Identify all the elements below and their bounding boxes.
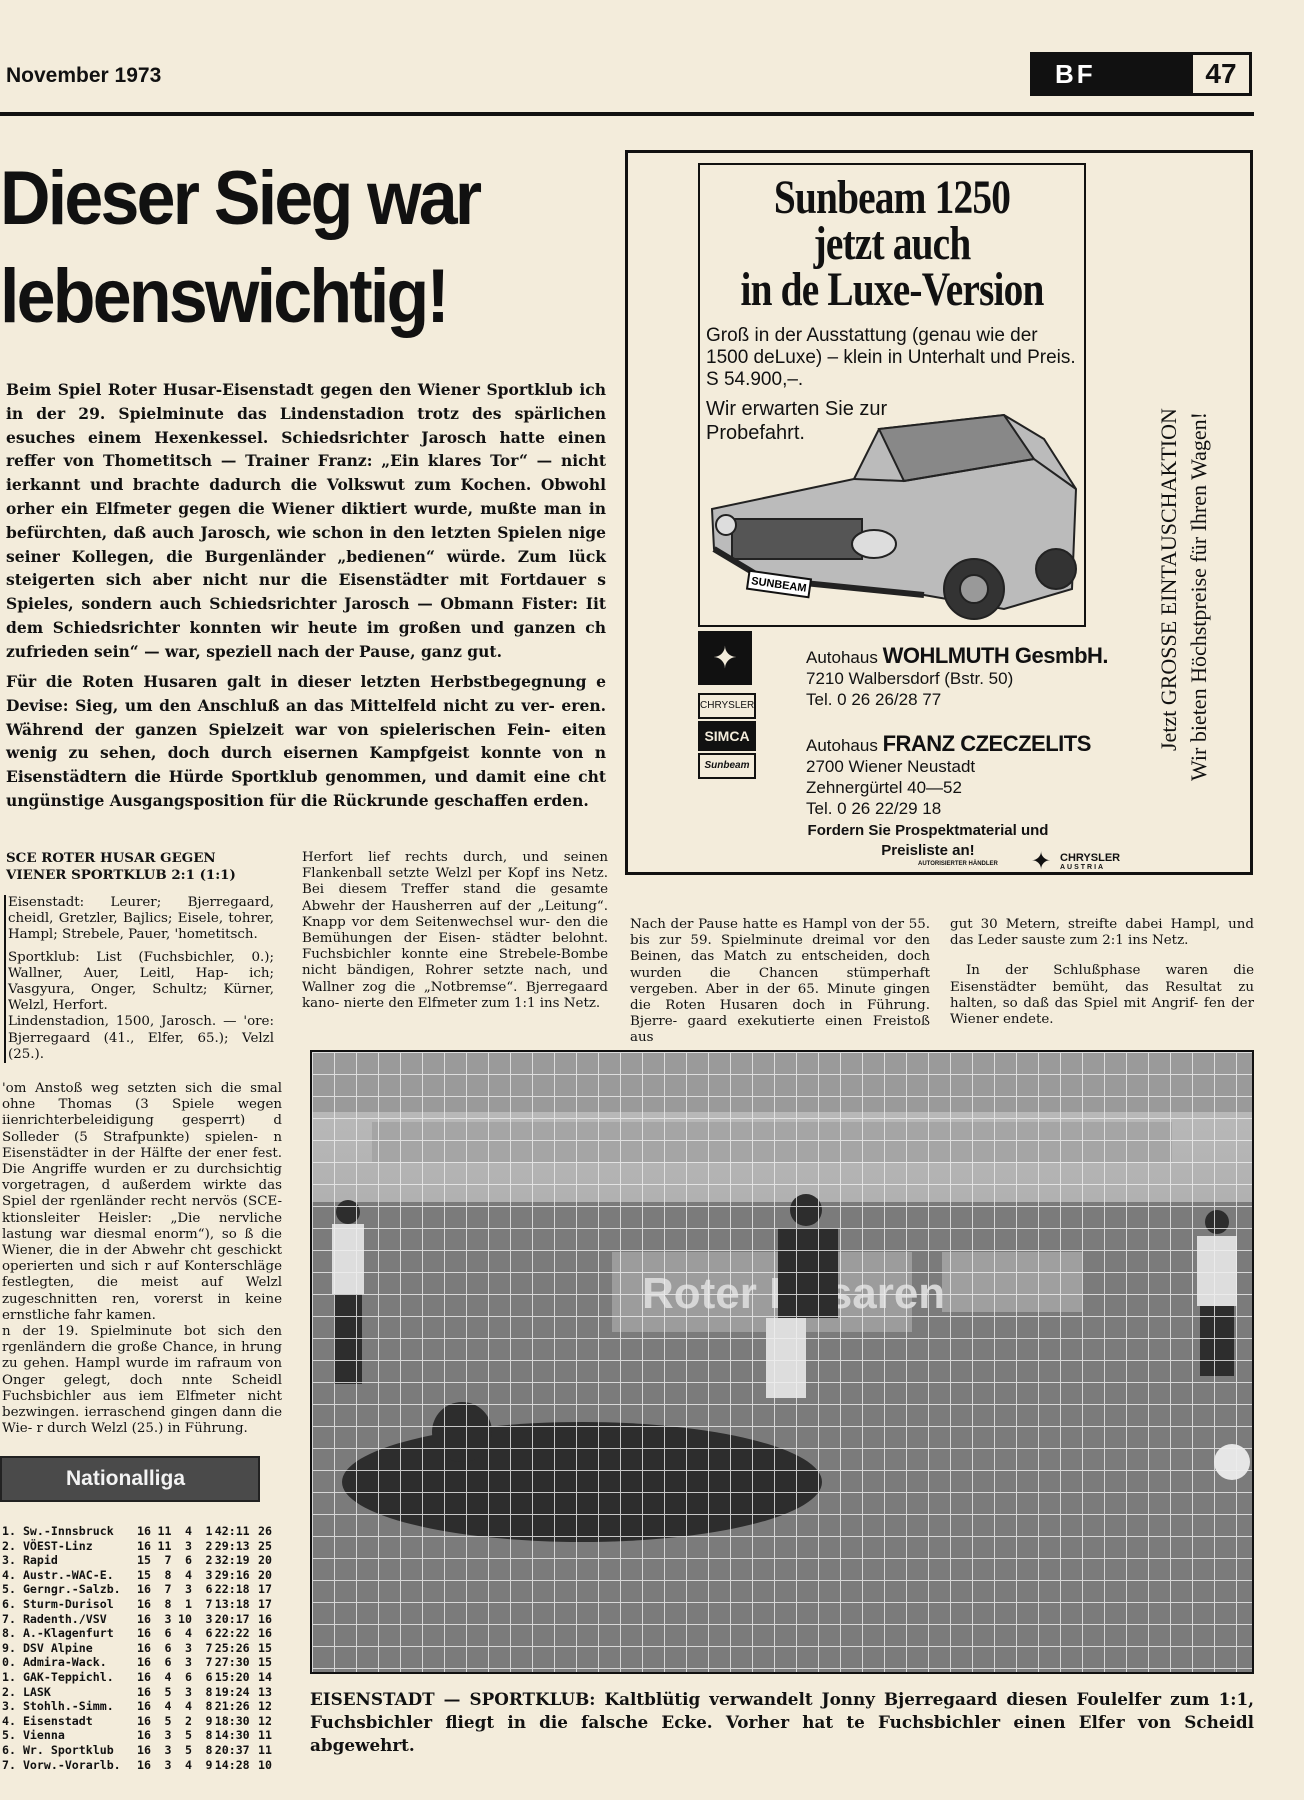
table-row bbox=[2, 1685, 272, 1700]
vertical-text-2: Wir bieten Höchstpreise für Ihren Wagen! bbox=[1186, 412, 1211, 781]
table-cell-goals: 13:18 bbox=[214, 1596, 250, 1611]
table-cell-d: 5 bbox=[184, 1728, 192, 1743]
table-row bbox=[2, 1626, 272, 1641]
table-cell-d: 3 bbox=[184, 1640, 192, 1655]
table-cell-goals: 22:18 bbox=[214, 1582, 250, 1597]
table-cell-played: 16 bbox=[137, 1699, 151, 1714]
table-cell-l: 2 bbox=[205, 1538, 213, 1553]
column-2-text: Herfort lief rechts durch, und seinen Flankenball setzte Welzl per Kopf ins Netz. Bei diesem Treffer stand die gesamte Abwehr der Hausherren auf der „Leitung“. Knapp vor dem Seitenwechsel wur- den die Bemühungen der Eisen- städter belohnt. Fuchsbichler konnte eine Strebele-Bombe nicht bändigen, Rohrer setzte nach, und Wallner zog die „Notbremse“. Bjerregaard kano- nierte den Elfmeter zum 1:1 ins Netz. bbox=[302, 850, 608, 1011]
table-cell-w: 11 bbox=[157, 1524, 172, 1538]
ad-vertical-text bbox=[1138, 173, 1248, 793]
match-photo bbox=[310, 1050, 1254, 1674]
table-cell-played: 16 bbox=[137, 1626, 151, 1641]
table-cell-pts: 17 bbox=[258, 1596, 272, 1611]
dealer-1-phone: Tel. 0 26 26/28 77 bbox=[806, 690, 942, 709]
ad-title bbox=[735, 171, 1050, 316]
table-cell-team: 3. Rapid bbox=[2, 1553, 58, 1568]
table-cell-l: 8 bbox=[205, 1684, 213, 1699]
table-cell-team: 5. Gerngr.-Salzb. bbox=[2, 1582, 121, 1597]
publication-name: BF bbox=[1033, 55, 1193, 93]
table-cell-w: 3 bbox=[164, 1728, 172, 1743]
table-cell-goals: 18:30 bbox=[214, 1713, 250, 1728]
table-cell-goals: 20:37 bbox=[214, 1742, 250, 1757]
table-cell-pts: 16 bbox=[258, 1626, 272, 1641]
table-cell-w: 4 bbox=[164, 1699, 172, 1714]
table-cell-team: 2. VÖEST-Linz bbox=[2, 1538, 93, 1553]
table-cell-d: 4 bbox=[184, 1567, 192, 1582]
table-cell-team: 6. Wr. Sportklub bbox=[2, 1742, 114, 1757]
table-row bbox=[2, 1670, 272, 1685]
table-cell-d: 1 bbox=[184, 1596, 192, 1611]
photo-caption: EISENSTADT — SPORTKLUB: Kaltblütig verwandelt Jonny Bjerregaard diesen Foulelfer zum 1:1, Fuchsbichler fliegt in die falsche Ecke. Vorher hat te Fuchsbichler einen Elfer von Scheidl abgewehrt. bbox=[310, 1689, 1254, 1755]
article-column-2 bbox=[302, 850, 608, 1012]
dealer-1 bbox=[806, 645, 1108, 710]
table-cell-l: 3 bbox=[205, 1567, 213, 1582]
table-cell-goals: 14:28 bbox=[214, 1757, 250, 1772]
table-cell-l: 9 bbox=[205, 1757, 213, 1772]
table-cell-d: 2 bbox=[184, 1713, 192, 1728]
table-cell-played: 15 bbox=[137, 1567, 151, 1582]
table-cell-played: 16 bbox=[137, 1640, 151, 1655]
ad-cta: Wir erwarten Sie zur Probefahrt. bbox=[706, 398, 888, 444]
match-title: SCE ROTER HUSAR GEGEN VIENER SPORTKLUB 2:1 (1:1) bbox=[6, 850, 236, 883]
table-cell-team: 5. Vienna bbox=[2, 1728, 65, 1743]
table-cell-goals: 22:22 bbox=[214, 1626, 250, 1641]
table-cell-pts: 25 bbox=[258, 1538, 272, 1553]
table-cell-l: 1 bbox=[205, 1524, 213, 1538]
article-paragraph-2 bbox=[6, 670, 606, 813]
table-cell-goals: 29:16 bbox=[214, 1567, 250, 1582]
table-cell-played: 16 bbox=[137, 1655, 151, 1670]
table-cell-d: 5 bbox=[184, 1742, 192, 1757]
table-cell-w: 7 bbox=[164, 1553, 172, 1568]
table-cell-team: 2. LASK bbox=[2, 1684, 51, 1699]
table-cell-l: 8 bbox=[205, 1728, 213, 1743]
authorized-dealer: AUTORISIERTER HÄNDLER bbox=[918, 861, 998, 867]
table-cell-played: 16 bbox=[137, 1713, 151, 1728]
table-cell-d: 3 bbox=[184, 1582, 192, 1597]
ad-title-line-2: jetzt auch bbox=[813, 217, 971, 270]
table-cell-w: 8 bbox=[164, 1596, 172, 1611]
table-cell-l: 9 bbox=[205, 1713, 213, 1728]
table-cell-goals: 14:30 bbox=[214, 1728, 250, 1743]
dealer-2-prefix: Autohaus bbox=[806, 736, 878, 755]
table-cell-l: 6 bbox=[205, 1582, 213, 1597]
page-number: 47 bbox=[1205, 58, 1237, 89]
table-cell-pts: 20 bbox=[258, 1567, 272, 1582]
table-row bbox=[2, 1582, 272, 1597]
headline bbox=[0, 150, 561, 346]
column-3-text: Nach der Pause hatte es Hampl von der 55. bis zur 59. Spielminute dreimal vor den Beinen, das Match zu entscheiden, doch wurden die Chancen stümperhaft vergeben. Aber in der 65. Minute gingen die Roten Husaren doch in Führung. Bjerre- gaard exekutierte einen Freistoß aus bbox=[630, 917, 930, 1046]
brand-name: CHRYSLER bbox=[1060, 852, 1121, 864]
table-cell-pts: 15 bbox=[258, 1655, 272, 1670]
table-row bbox=[2, 1655, 272, 1670]
table-row bbox=[2, 1612, 272, 1627]
ad-frame bbox=[698, 163, 1086, 627]
table-row bbox=[2, 1699, 272, 1714]
table-cell-team: 4. Eisenstadt bbox=[2, 1713, 93, 1728]
ad-title-line-1: Sunbeam 1250 bbox=[773, 171, 1011, 224]
table-cell-team: 3. Stohlh.-Simm. bbox=[2, 1699, 114, 1714]
table-cell-pts: 16 bbox=[258, 1611, 272, 1626]
column-1-paragraph-2: n der 19. Spielminute bot sich den rgenländern die große Chance, in hrung zu gehen. Hampl wurde im rafraum von Onger gelegt, doch nnte Scheidl Fuchsbichler aus iem Elfmeter nicht bezwingen. ierraschend gingen dann die Wie- r durch Welzl (25.) in Führung. bbox=[2, 1324, 282, 1437]
table-cell-w: 8 bbox=[164, 1567, 172, 1582]
table-cell-pts: 11 bbox=[258, 1742, 272, 1757]
lineup-sportklub: Sportklub: List (Fuchsbichler, 0.); Wallner, Auer, Leitl, Hap- ich; Vasgyura, Onger, Schultz; Kürner, Welzl, Herfort. bbox=[8, 949, 274, 1014]
table-cell-team: 6. Sturm-Durisol bbox=[2, 1596, 114, 1611]
chrysler-star-icon: ✦ bbox=[698, 631, 752, 685]
dealer-1-prefix: Autohaus bbox=[806, 648, 878, 667]
dealer-1-address: 7210 Walbersdorf (Bstr. 50) bbox=[806, 669, 1014, 688]
article-column-1-lower bbox=[2, 1081, 282, 1437]
table-cell-pts: 11 bbox=[258, 1728, 272, 1743]
table-row bbox=[2, 1743, 272, 1758]
table-cell-w: 6 bbox=[164, 1655, 172, 1670]
table-cell-d: 3 bbox=[184, 1538, 192, 1553]
license-plate: SUNBEAM bbox=[750, 575, 808, 595]
table-cell-pts: 26 bbox=[258, 1524, 272, 1538]
table-row bbox=[2, 1524, 272, 1539]
table-row bbox=[2, 1714, 272, 1729]
ad-title-line-3: in de Luxe-Version bbox=[740, 263, 1044, 316]
table-cell-pts: 12 bbox=[258, 1699, 272, 1714]
table-cell-l: 7 bbox=[205, 1596, 213, 1611]
table-cell-team: 9. DSV Alpine bbox=[2, 1640, 93, 1655]
table-cell-goals: 19:24 bbox=[214, 1684, 250, 1699]
table-cell-goals: 25:26 bbox=[214, 1640, 250, 1655]
table-cell-team: 1. GAK-Teppichl. bbox=[2, 1669, 114, 1684]
table-cell-l: 2 bbox=[205, 1553, 213, 1568]
table-cell-d: 6 bbox=[184, 1669, 192, 1684]
table-cell-team: 7. Vorw.-Vorarlb. bbox=[2, 1757, 121, 1772]
table-cell-d: 3 bbox=[184, 1684, 192, 1699]
table-cell-w: 3 bbox=[164, 1742, 172, 1757]
table-cell-d: 6 bbox=[184, 1553, 192, 1568]
table-cell-d: 4 bbox=[184, 1757, 192, 1772]
article-column-3 bbox=[630, 917, 930, 1047]
table-cell-played: 16 bbox=[137, 1757, 151, 1772]
ad-footer-line-2: Preisliste an! bbox=[881, 842, 975, 859]
dealer-2-address-1: 2700 Wiener Neustadt bbox=[806, 757, 976, 776]
table-cell-played: 16 bbox=[137, 1524, 151, 1538]
table-cell-l: 8 bbox=[205, 1742, 213, 1757]
photo-illustration bbox=[312, 1052, 1254, 1674]
vertical-text-1: Jetzt GROSSE EINTAUSCHAKTION bbox=[1156, 408, 1181, 751]
table-cell-w: 5 bbox=[164, 1713, 172, 1728]
sunbeam-logo: Sunbeam bbox=[698, 753, 756, 779]
table-cell-played: 16 bbox=[137, 1582, 151, 1597]
table-cell-l: 7 bbox=[205, 1655, 213, 1670]
dealer-2 bbox=[806, 733, 1091, 819]
table-cell-pts: 14 bbox=[258, 1669, 272, 1684]
table-cell-l: 6 bbox=[205, 1626, 213, 1641]
table-cell-w: 7 bbox=[164, 1582, 172, 1597]
table-row bbox=[2, 1641, 272, 1656]
table-cell-team: 4. Austr.-WAC-E. bbox=[2, 1567, 114, 1582]
table-row bbox=[2, 1539, 272, 1554]
table-cell-w: 3 bbox=[164, 1611, 172, 1626]
article-column-4 bbox=[950, 917, 1254, 1028]
table-cell-w: 4 bbox=[164, 1669, 172, 1684]
table-cell-w: 6 bbox=[164, 1626, 172, 1641]
table-cell-goals: 15:20 bbox=[214, 1669, 250, 1684]
column-1-paragraph-1: 'om Anstoß weg setzten sich die smal ohne Thomas (3 Spiele wegen iienrichterbeleidigung gesperrt) d Solleder (5 Strafpunkte) spielen- n Eisenstädter in der Hälfte der ener fest. Die Angriffe wurden er zu durchsichtig vorgetragen, d außerdem wirkte das Spiel der rgenländer recht nervös (SCE- ktionsleiter Heisler: „Die nervliche lastung war diesmal enorm“), so ß die Wiener, die in der Abwehr cht geschickt operierten und sich r auf Konterschläge festlegten, die meist auf Welzl zugeschnitten ren, vorerst in keine ernstliche fahr kamen. bbox=[2, 1081, 282, 1323]
table-cell-pts: 10 bbox=[258, 1757, 272, 1772]
chrysler-austria-brand bbox=[1060, 853, 1120, 873]
table-title: Nationalliga bbox=[0, 1456, 260, 1502]
sunbeam-advertisement bbox=[625, 150, 1253, 875]
table-cell-pts: 20 bbox=[258, 1553, 272, 1568]
league-table bbox=[2, 1524, 272, 1772]
table-cell-d: 3 bbox=[184, 1655, 192, 1670]
ad-footer-line-1: Fordern Sie Prospektmaterial und bbox=[807, 822, 1049, 839]
table-cell-played: 16 bbox=[137, 1611, 151, 1626]
table-cell-goals: 21:26 bbox=[214, 1699, 250, 1714]
table-cell-played: 16 bbox=[137, 1684, 151, 1699]
table-cell-played: 15 bbox=[137, 1553, 151, 1568]
table-cell-pts: 17 bbox=[258, 1582, 272, 1597]
brand-sub: AUSTRIA bbox=[1060, 864, 1106, 871]
chrysler-logo: CHRYSLER bbox=[698, 693, 756, 719]
table-cell-d: 4 bbox=[184, 1524, 192, 1538]
table-cell-played: 16 bbox=[137, 1538, 151, 1553]
dealer-2-address-2: Zehnergürtel 40—52 bbox=[806, 778, 962, 797]
table-cell-l: 7 bbox=[205, 1640, 213, 1655]
table-row bbox=[2, 1728, 272, 1743]
chrysler-austria-icon: ✦ bbox=[1031, 847, 1052, 875]
table-cell-played: 16 bbox=[137, 1669, 151, 1684]
lineup-box bbox=[4, 895, 274, 1063]
lead-paragraph: Beim Spiel Roter Husar-Eisenstadt gegen den Wiener Sportklub ich in der 29. Spielminute das Lindenstadion trotz des spärlichen esuches einem Hexenkessel. Schiedsrichter Jarosch hatte einen reffer von Thometitsch — Trainer Franz: „Ein klares Tor“ — nicht ierkannt und brachte dadurch die Volkswut zum Kochen. Obwohl orher ein Elfmeter gegen die Wiener diktiert wurde, mußte man in befürchten, daß auch Jarosch, wie schon in den letzten Spielen nige seiner Kollegen, die Burgenländer „bedienen“ würde. Zum lück steigerten sich aber nicht nur die Eisenstädter mit Fortdauer s Spieles, sondern auch Schiedsrichter Jarosch — Obmann Fister: Iit dem Schiedsrichter konnten wir heute im großen und ganzen ch zufrieden sein“ — war, speziell nach der Pause, ganz gut. bbox=[6, 380, 606, 661]
table-cell-goals: 32:19 bbox=[214, 1553, 250, 1568]
simca-logo: SIMCA bbox=[698, 721, 756, 751]
column-4-text-a: gut 30 Metern, streifte dabei Hampl, und das Leder sauste zum 2:1 ins Netz. bbox=[950, 917, 1254, 949]
paragraph-2: Für die Roten Husaren galt in dieser letzten Herbstbegegnung e Devise: Sieg, um den Anschluß an das Mittelfeld nicht zu ver- eren. Während der ganzen Spielzeit war von spielerischen Fein- eiten wenig zu sehen, doch durch eisernen Kampfgeist konnte von n Eisenstädtern die Hürde Sportklub genommen, und damit eine cht ungünstige Ausgangsposition für die Rückrunde geschaffen erden. bbox=[6, 672, 606, 810]
table-cell-team: 1. Sw.-Innsbruck bbox=[2, 1524, 114, 1538]
table-cell-goals: 42:11 bbox=[214, 1524, 250, 1538]
header-rule bbox=[0, 112, 1254, 116]
table-cell-pts: 13 bbox=[258, 1684, 272, 1699]
headline-line-1: Dieser Sieg war bbox=[0, 156, 480, 241]
table-row bbox=[2, 1758, 272, 1773]
table-cell-w: 6 bbox=[164, 1640, 172, 1655]
table-cell-l: 8 bbox=[205, 1699, 213, 1714]
table-cell-played: 16 bbox=[137, 1728, 151, 1743]
table-cell-w: 3 bbox=[164, 1757, 172, 1772]
page-badge bbox=[1030, 52, 1252, 96]
article-lead bbox=[6, 378, 606, 664]
table-cell-d: 4 bbox=[184, 1626, 192, 1641]
table-cell-w: 11 bbox=[157, 1538, 172, 1553]
table-cell-team: 7. Radenth./VSV bbox=[2, 1611, 107, 1626]
table-cell-l: 6 bbox=[205, 1669, 213, 1684]
table-cell-team: 8. A.-Klagenfurt bbox=[2, 1626, 114, 1641]
table-cell-played: 16 bbox=[137, 1742, 151, 1757]
table-cell-goals: 27:30 bbox=[214, 1655, 250, 1670]
table-row bbox=[2, 1568, 272, 1583]
table-cell-team: 0. Admira-Wack. bbox=[2, 1655, 107, 1670]
ad-description: Groß in der Ausstattung (genau wie der 1500 deLuxe) – klein in Unterhalt und Preis. S 54.900,–. bbox=[706, 325, 1076, 390]
headline-line-2: lebenswichtig! bbox=[0, 254, 447, 339]
issue-date: November 1973 bbox=[6, 64, 162, 87]
table-cell-d: 4 bbox=[184, 1699, 192, 1714]
table-cell-l: 3 bbox=[205, 1611, 213, 1626]
dealer-2-phone: Tel. 0 26 22/29 18 bbox=[806, 799, 942, 818]
match-info: Lindenstadion, 1500, Jarosch. — 'ore: Bjerregaard (41., Elfer, 65.); Velzl (25.). bbox=[8, 1014, 274, 1062]
dealer-1-name: WOHLMUTH GesmbH. bbox=[882, 643, 1109, 668]
table-cell-goals: 29:13 bbox=[214, 1538, 250, 1553]
lineup-eisenstadt: Eisenstadt: Leurer; Bjerregaard, cheidl, Gretzler, Bajlics; Eisele, tohrer, Hampl; Strebele, Pauer, 'hometitsch. bbox=[8, 895, 274, 943]
table-cell-w: 5 bbox=[164, 1684, 172, 1699]
table-cell-d: 10 bbox=[177, 1611, 192, 1626]
table-row bbox=[2, 1553, 272, 1568]
table-row bbox=[2, 1597, 272, 1612]
table-cell-goals: 20:17 bbox=[214, 1611, 250, 1626]
table-cell-pts: 15 bbox=[258, 1640, 272, 1655]
table-cell-pts: 12 bbox=[258, 1713, 272, 1728]
dealer-2-name: FRANZ CZECZELITS bbox=[882, 731, 1091, 756]
column-4-text-b: In der Schlußphase waren die Eisenstädter bemüht, das Resultat zu halten, so daß das Spiel mit Angrif- fen der Wiener endete. bbox=[950, 963, 1254, 1028]
table-cell-played: 16 bbox=[137, 1596, 151, 1611]
